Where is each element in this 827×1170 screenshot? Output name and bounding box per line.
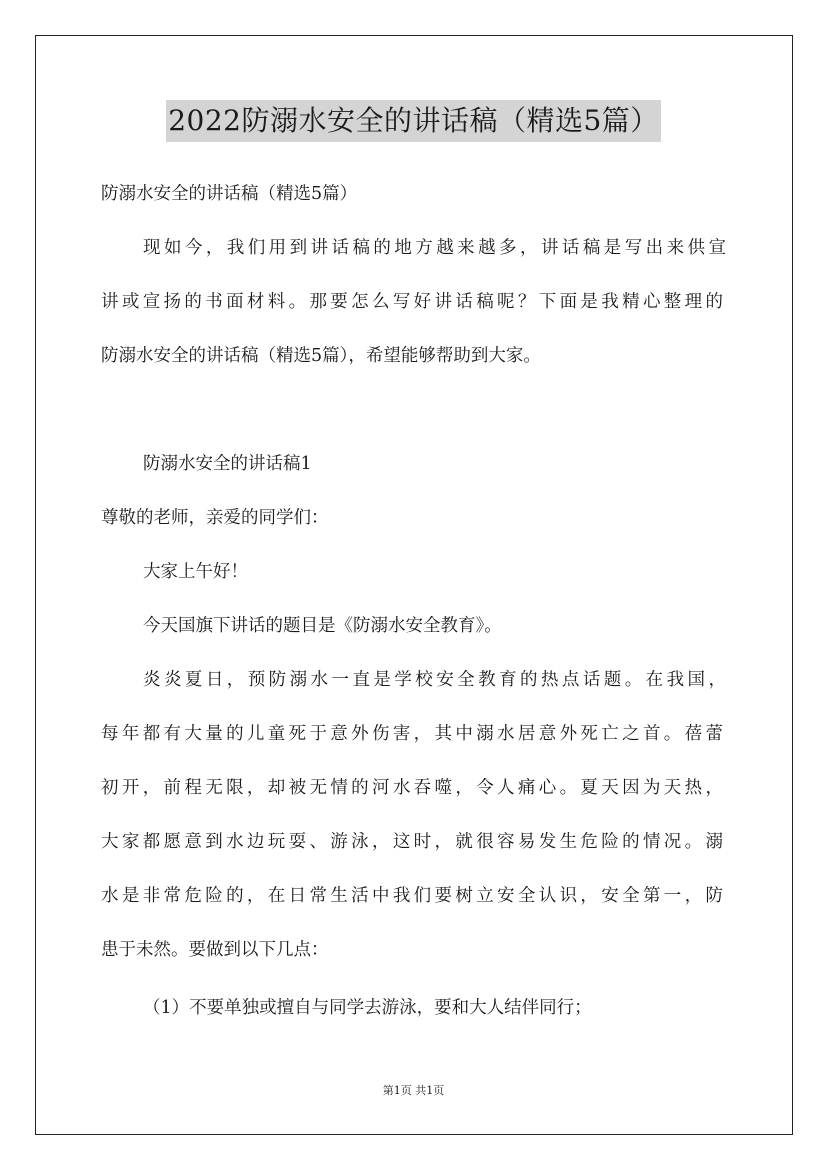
body-line-1: 炎炎夏日，预防溺水一直是学校安全教育的热点话题。在我国， xyxy=(143,670,726,690)
body-line-3: 初开，前程无限，却被无情的河水吞噬，令人痛心。夏天因为天热， xyxy=(101,778,723,798)
topic-line: 今天国旗下讲话的题目是《防溺水安全教育》。 xyxy=(143,616,502,636)
section-heading: 防溺水安全的讲话稿1 xyxy=(143,454,312,474)
body-line-4: 大家都愿意到水边玩耍、游泳，这时，就很容易发生危险的情况。溺 xyxy=(101,832,723,852)
document-subtitle: 防溺水安全的讲话稿（精选5篇） xyxy=(101,184,358,204)
body-line-2: 每年都有大量的儿童死于意外伤害，其中溺水居意外死亡之首。蓓蕾 xyxy=(101,724,723,744)
intro-line-2: 讲或宣扬的书面材料。那要怎么写好讲话稿呢？下面是我精心整理的 xyxy=(101,292,723,312)
title-container xyxy=(0,100,827,142)
page-footer: 第1页 共1页 xyxy=(382,1084,445,1097)
salutation: 尊敬的老师，亲爱的同学们： xyxy=(101,508,329,528)
greeting: 大家上午好！ xyxy=(143,562,248,582)
point-1: （1）不要单独或擅自与同学去游泳，要和大人结伴同行； xyxy=(143,998,592,1018)
body-line-5: 水是非常危险的，在日常生活中我们要树立安全认识，安全第一，防 xyxy=(101,886,723,906)
intro-line-3: 防溺水安全的讲话稿（精选5篇），希望能够帮助到大家。 xyxy=(101,346,541,366)
body-line-6: 患于未然。要做到以下几点： xyxy=(101,940,329,960)
document-title: 2022防溺水安全的讲话稿（精选5篇） xyxy=(166,100,661,142)
intro-line-1: 现如今，我们用到讲话稿的地方越来越多，讲话稿是写出来供宣 xyxy=(143,238,726,258)
